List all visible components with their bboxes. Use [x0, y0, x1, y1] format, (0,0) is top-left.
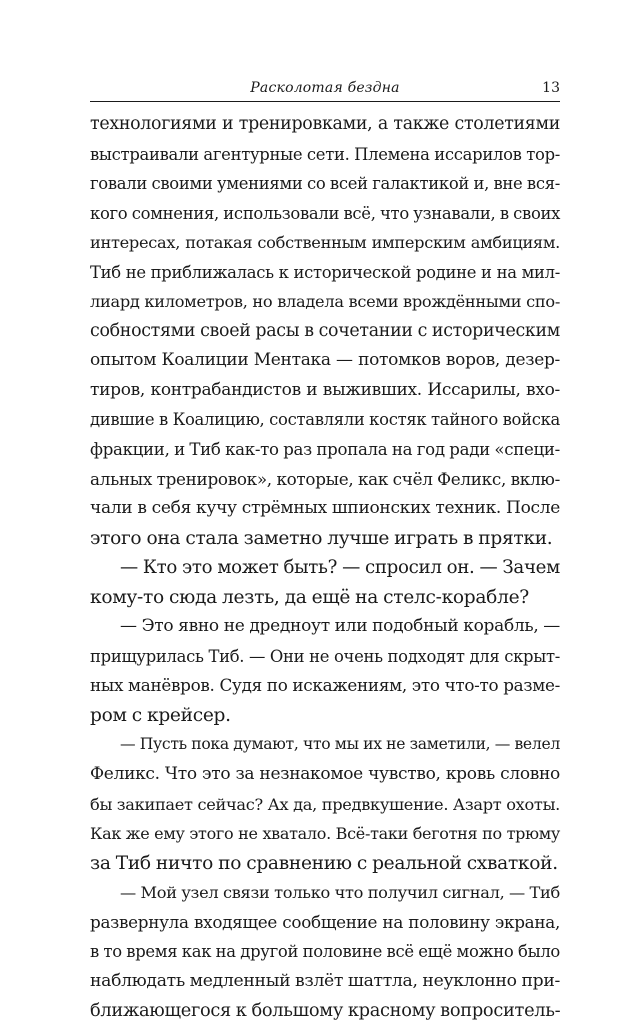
text-line: Как же ему этого не хватало. Всё-таки беготня по трюму — [90, 824, 560, 844]
text-line: кого сомнения, использовали всё, что узнавали, в своих — [90, 203, 561, 223]
text-line: развернула входящее сообщение на половину экрана, — [90, 911, 560, 932]
text-line: — Пусть пока думают, что мы их не заметили, — велел — [120, 735, 560, 754]
text-line: бы закипает сейчас? Ах да, предвкушение. Азарт охоты. — [90, 794, 560, 814]
text-line: наблюдать медленный взлёт шаттла, неуклонно при- — [90, 970, 560, 991]
text-line: чали в себя кучу стрёмных шпионских техник. После — [90, 498, 560, 519]
text-line: кому-то сюда лезть, да ещё на стелс-корабле? — [90, 586, 529, 608]
text-line: технологиями и тренировками, а также столетиями — [90, 114, 560, 134]
running-head — [90, 78, 560, 100]
text-line: прищурилась Тиб. — Они не очень подходят для скрыт- — [90, 646, 560, 666]
text-line: — Это явно не дредноут или подобный корабль, — — [120, 616, 560, 637]
text-line: ближающегося к большому красному вопроситель- — [90, 1000, 561, 1022]
text-line: Тиб не приближалась к исторической родине и на мил- — [90, 262, 560, 282]
text-line: говали своими умениями со всей галактикой и, вне вся- — [90, 174, 560, 194]
text-line: ром с крейсер. — [90, 704, 231, 726]
text-line: тиров, контрабандистов и выживших. Иссарилы, вхо- — [90, 379, 560, 400]
body-text — [90, 110, 560, 1026]
text-line: — Кто это может быть? — спросил он. — Зачем — [120, 557, 560, 579]
text-line: альных тренировок», которые, как счёл Феликс, вклю- — [90, 468, 560, 489]
book-title: Расколотая бездна — [250, 80, 400, 96]
text-line: дившие в Коалицию, составляли костяк тайного войска — [90, 410, 560, 430]
text-line: лиард километров, но владела всеми врождёнными спо- — [90, 292, 560, 312]
text-line: — Мой узел связи только что получил сигнал, — Тиб — [120, 883, 560, 903]
text-line: в то время как на другой половине всё ещё можно было — [90, 942, 560, 962]
text-line: собностями своей расы в сочетании с историческим — [90, 320, 560, 341]
text-line: интересах, потакая собственным имперским амбициям. — [90, 233, 560, 253]
text-line: фракции, и Тиб как-то раз пропала на год ради «специ- — [90, 440, 560, 460]
text-line: за Тиб ничто по сравнению с реальной схваткой. — [90, 852, 558, 874]
header-rule — [90, 101, 560, 102]
text-line: Феликс. Что это за незнакомое чувство, кровь словно — [90, 764, 560, 785]
text-line: опытом Коалиции Ментака — потомков воров, дезер- — [90, 350, 560, 371]
text-line: ных манёвров. Судя по искажениям, это что-то разме- — [90, 675, 560, 696]
text-line: выстраивали агентурные сети. Племена иссарилов тор- — [90, 144, 560, 164]
text-line: этого она стала заметно лучше играть в прятки. — [90, 527, 553, 549]
page-number: 13 — [542, 80, 560, 96]
